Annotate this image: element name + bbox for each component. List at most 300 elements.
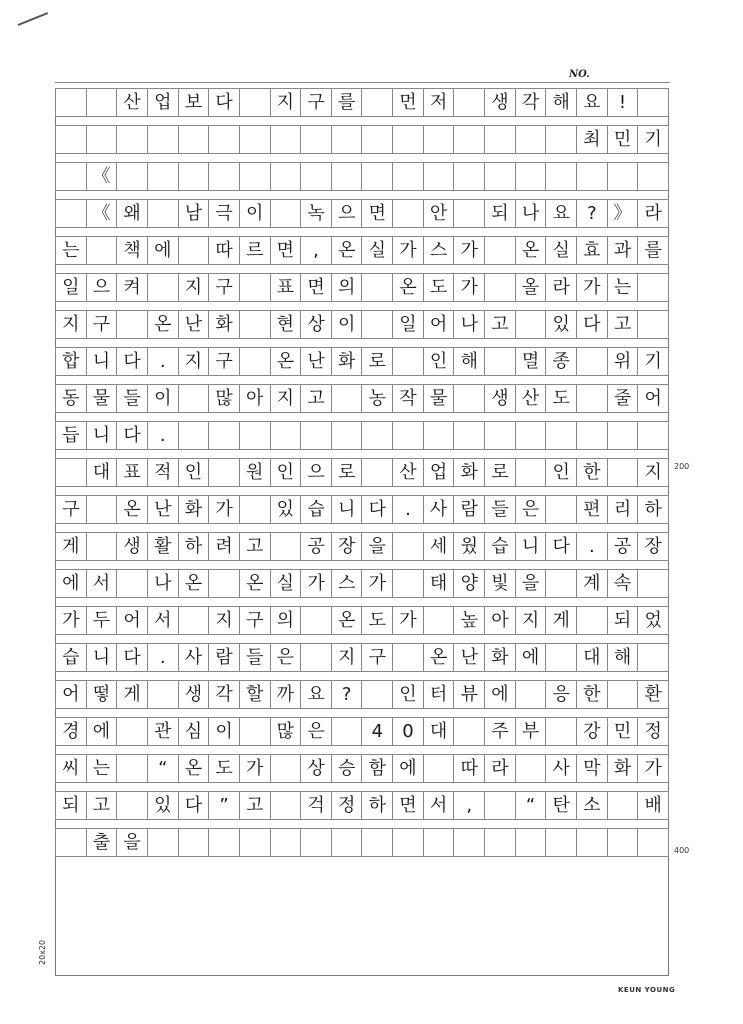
grid-row — [55, 717, 669, 746]
grid-cell — [608, 829, 639, 856]
grid-cell — [362, 311, 393, 338]
grid-cell: 작 — [393, 385, 424, 412]
grid-cell — [179, 422, 210, 449]
grid-cell: 온 — [271, 348, 302, 375]
grid-cell: 상 — [301, 755, 332, 782]
page-number-label: NO. — [569, 69, 590, 80]
grid-cell — [516, 163, 547, 190]
grid-cell: 려 — [209, 533, 240, 560]
grid-cell — [362, 422, 393, 449]
grid-cell: 에 — [485, 681, 516, 708]
grid-cell — [638, 570, 669, 597]
grid-cell: 실 — [362, 237, 393, 264]
grid-cell — [546, 496, 577, 523]
grid-cell: 난 — [179, 311, 210, 338]
grid-cell: 대 — [87, 459, 118, 486]
grid-row — [55, 606, 669, 635]
grid-cell — [362, 829, 393, 856]
grid-cell: 왜 — [117, 200, 148, 227]
grid-cell: 생 — [117, 533, 148, 560]
grid-cell: 지 — [332, 644, 363, 671]
grid-cell: 해 — [454, 348, 485, 375]
grid-cell: 고 — [485, 311, 516, 338]
grid-cell: “ — [516, 792, 547, 819]
grid-cell: , — [454, 792, 485, 819]
grid-cell: 저 — [424, 89, 455, 116]
grid-cell: 4 — [362, 718, 393, 745]
grid-cell: 생 — [179, 681, 210, 708]
grid-cell: 하 — [638, 496, 669, 523]
grid-cell — [209, 126, 240, 153]
grid-cell — [362, 459, 393, 486]
grid-size-label: 20x20 — [38, 939, 47, 965]
grid-cell — [393, 126, 424, 153]
grid-cell: 인 — [271, 459, 302, 486]
grid-cell: 사 — [179, 644, 210, 671]
grid-cell: 아 — [240, 385, 271, 412]
grid-cell: 되 — [56, 792, 87, 819]
grid-cell — [546, 126, 577, 153]
grid-cell: ? — [332, 681, 363, 708]
grid-cell — [240, 163, 271, 190]
grid-cell: 을 — [117, 829, 148, 856]
grid-cell: 까 — [271, 681, 302, 708]
grid-cell — [393, 644, 424, 671]
grid-cell — [240, 718, 271, 745]
grid-cell: 따 — [209, 237, 240, 264]
grid-cell: , — [301, 237, 332, 264]
grid-cell — [117, 570, 148, 597]
grid-cell — [485, 237, 516, 264]
grid-cell: . — [393, 496, 424, 523]
grid-cell — [332, 163, 363, 190]
grid-cell: 구 — [87, 311, 118, 338]
grid-cell — [424, 607, 455, 634]
grid-row — [55, 236, 669, 265]
grid-cell: 과 — [608, 237, 639, 264]
grid-cell: 보 — [179, 89, 210, 116]
grid-cell: . — [148, 644, 179, 671]
grid-cell: 습 — [485, 533, 516, 560]
grid-cell — [148, 163, 179, 190]
grid-cell: 책 — [117, 237, 148, 264]
grid-cell: 으 — [332, 200, 363, 227]
grid-cell: 실 — [546, 237, 577, 264]
grid-cell — [577, 422, 608, 449]
grid-cell: 장 — [638, 533, 669, 560]
grid-cell — [301, 607, 332, 634]
grid-cell: 니 — [332, 496, 363, 523]
grid-cell — [546, 570, 577, 597]
grid-cell — [301, 126, 332, 153]
grid-cell: 온 — [148, 311, 179, 338]
grid-cell: 에 — [393, 755, 424, 782]
grid-cell: 일 — [393, 311, 424, 338]
grid-cell — [332, 385, 363, 412]
grid-cell: 막 — [577, 755, 608, 782]
grid-row — [55, 532, 669, 561]
grid-row — [55, 384, 669, 413]
grid-cell: 온 — [393, 274, 424, 301]
grid-cell: 기 — [638, 126, 669, 153]
grid-cell: 극 — [209, 200, 240, 227]
grid-cell: 화 — [454, 459, 485, 486]
grid-cell: 온 — [332, 607, 363, 634]
grid-cell — [516, 755, 547, 782]
grid-cell — [240, 126, 271, 153]
grid-cell: 표 — [117, 459, 148, 486]
grid-cell: 인 — [546, 459, 577, 486]
grid-cell: 으 — [87, 274, 118, 301]
grid-cell: 환 — [638, 681, 669, 708]
grid-cell — [638, 644, 669, 671]
grid-cell — [485, 163, 516, 190]
grid-cell: “ — [148, 755, 179, 782]
grid-cell — [362, 163, 393, 190]
grid-cell: 다 — [117, 644, 148, 671]
grid-cell: 주 — [485, 718, 516, 745]
grid-cell: 온 — [179, 570, 210, 597]
grid-cell: 어 — [117, 607, 148, 634]
grid-cell: 기 — [638, 348, 669, 375]
grid-cell: 각 — [516, 89, 547, 116]
pen-stroke-mark — [18, 12, 48, 26]
grid-cell — [638, 311, 669, 338]
grid-cell: 되 — [608, 607, 639, 634]
grid-cell: 심 — [179, 718, 210, 745]
grid-cell — [424, 163, 455, 190]
grid-cell — [485, 274, 516, 301]
grid-cell: 산 — [393, 459, 424, 486]
grid-cell: 멸 — [516, 348, 547, 375]
grid-cell — [117, 163, 148, 190]
grid-cell: 이 — [332, 311, 363, 338]
grid-cell: 서 — [148, 607, 179, 634]
grid-cell: 들 — [117, 385, 148, 412]
grid-cell: 으 — [301, 459, 332, 486]
grid-cell: 함 — [362, 755, 393, 782]
grid-cell — [301, 163, 332, 190]
grid-cell: 양 — [454, 570, 485, 597]
grid-cell — [516, 126, 547, 153]
grid-cell — [577, 607, 608, 634]
grid-cell — [638, 89, 669, 116]
grid-cell: 남 — [179, 200, 210, 227]
grid-cell: 가 — [362, 570, 393, 597]
grid-cell: 는 — [608, 274, 639, 301]
grid-cell: 가 — [240, 755, 271, 782]
grid-cell — [577, 829, 608, 856]
grid-cell — [485, 792, 516, 819]
grid-cell: 정 — [332, 792, 363, 819]
grid-cell: 대 — [424, 718, 455, 745]
grid-cell: 들 — [485, 496, 516, 523]
grid-cell: 온 — [240, 570, 271, 597]
grid-cell — [301, 829, 332, 856]
grid-cell: 가 — [454, 237, 485, 264]
grid-cell: 하 — [362, 792, 393, 819]
grid-cell: 은 — [301, 718, 332, 745]
grid-cell: 상 — [301, 311, 332, 338]
grid-cell: 해 — [546, 89, 577, 116]
grid-cell — [577, 163, 608, 190]
grid-cell — [393, 163, 424, 190]
grid-cell — [209, 459, 240, 486]
grid-cell: 응 — [546, 681, 577, 708]
grid-cell — [332, 829, 363, 856]
grid-cell: 는 — [56, 237, 87, 264]
grid-cell: 니 — [87, 422, 118, 449]
manuscript-grid — [55, 88, 669, 865]
grid-cell: 로 — [332, 459, 363, 486]
grid-row — [55, 199, 669, 228]
grid-cell: 가 — [393, 607, 424, 634]
grid-cell: 가 — [209, 496, 240, 523]
grid-cell: 장 — [332, 533, 363, 560]
grid-cell: 었 — [638, 607, 669, 634]
grid-cell: 지 — [179, 348, 210, 375]
grid-cell — [148, 274, 179, 301]
grid-cell: 강 — [577, 718, 608, 745]
grid-cell — [209, 163, 240, 190]
grid-cell: 고 — [240, 792, 271, 819]
grid-cell — [56, 126, 87, 153]
grid-cell: 구 — [209, 274, 240, 301]
grid-cell: 게 — [56, 533, 87, 560]
grid-cell: 가 — [301, 570, 332, 597]
grid-cell: 지 — [271, 89, 302, 116]
grid-cell — [240, 496, 271, 523]
grid-cell — [424, 422, 455, 449]
grid-cell — [454, 163, 485, 190]
grid-cell: 스 — [332, 570, 363, 597]
grid-cell: 줄 — [608, 385, 639, 412]
grid-cell: 로 — [485, 459, 516, 486]
grid-cell: 대 — [577, 644, 608, 671]
grid-cell: 요 — [577, 89, 608, 116]
grid-cell: 지 — [209, 607, 240, 634]
grid-cell: 람 — [209, 644, 240, 671]
grid-cell: 니 — [87, 348, 118, 375]
grid-cell: 《 — [87, 200, 118, 227]
grid-cell: 걱 — [301, 792, 332, 819]
grid-cell: 는 — [87, 755, 118, 782]
grid-cell: 있 — [271, 496, 302, 523]
grid-cell — [271, 422, 302, 449]
grid-cell: 도 — [209, 755, 240, 782]
grid-row — [55, 828, 669, 857]
grid-cell — [271, 829, 302, 856]
grid-cell — [485, 348, 516, 375]
grid-cell: 면 — [271, 237, 302, 264]
grid-row — [55, 791, 669, 820]
grid-cell: 가 — [56, 607, 87, 634]
grid-row — [55, 273, 669, 302]
grid-cell — [332, 718, 363, 745]
grid-cell — [454, 718, 485, 745]
grid-cell — [546, 422, 577, 449]
grid-cell: 각 — [209, 681, 240, 708]
grid-cell: 민 — [608, 126, 639, 153]
grid-cell — [117, 792, 148, 819]
grid-cell — [362, 89, 393, 116]
grid-cell: 을 — [362, 533, 393, 560]
grid-cell — [516, 422, 547, 449]
grid-cell: 한 — [577, 459, 608, 486]
grid-cell: 효 — [577, 237, 608, 264]
grid-cell — [56, 200, 87, 227]
grid-cell: 일 — [56, 274, 87, 301]
grid-cell: 구 — [56, 496, 87, 523]
grid-cell: ? — [577, 200, 608, 227]
grid-cell: 난 — [148, 496, 179, 523]
grid-cell — [393, 829, 424, 856]
grid-cell — [87, 126, 118, 153]
grid-cell: 켜 — [117, 274, 148, 301]
grid-cell: 업 — [148, 89, 179, 116]
grid-cell: 산 — [117, 89, 148, 116]
grid-cell — [393, 422, 424, 449]
grid-cell: 다 — [362, 496, 393, 523]
grid-cell — [148, 681, 179, 708]
grid-cell — [301, 422, 332, 449]
grid-cell: 온 — [117, 496, 148, 523]
grid-cell — [87, 533, 118, 560]
grid-cell — [271, 163, 302, 190]
grid-cell: 지 — [56, 311, 87, 338]
grid-cell: 라 — [638, 200, 669, 227]
grid-cell: 》 — [608, 200, 639, 227]
grid-cell — [393, 570, 424, 597]
grid-cell — [454, 385, 485, 412]
grid-row — [55, 347, 669, 376]
grid-row — [55, 88, 669, 117]
grid-cell — [362, 681, 393, 708]
grid-cell: 있 — [148, 792, 179, 819]
grid-cell: 해 — [608, 644, 639, 671]
grid-cell: 게 — [546, 607, 577, 634]
grid-cell: 되 — [485, 200, 516, 227]
grid-cell — [271, 533, 302, 560]
grid-cell: 속 — [608, 570, 639, 597]
grid-cell: 다 — [209, 89, 240, 116]
grid-cell — [271, 200, 302, 227]
grid-cell: 안 — [424, 200, 455, 227]
grid-cell — [608, 681, 639, 708]
grid-cell: 공 — [301, 533, 332, 560]
grid-row — [55, 643, 669, 672]
grid-cell: 다 — [546, 533, 577, 560]
grid-cell — [240, 422, 271, 449]
grid-cell — [179, 126, 210, 153]
grid-cell: 많 — [209, 385, 240, 412]
grid-cell: 많 — [271, 718, 302, 745]
grid-cell — [608, 163, 639, 190]
grid-cell: 한 — [577, 681, 608, 708]
grid-cell: 라 — [485, 755, 516, 782]
grid-cell: 할 — [240, 681, 271, 708]
grid-cell — [424, 755, 455, 782]
grid-cell — [546, 718, 577, 745]
grid-cell: 어 — [424, 311, 455, 338]
grid-cell: 부 — [516, 718, 547, 745]
grid-cell: 현 — [271, 311, 302, 338]
grid-cell: 가 — [638, 755, 669, 782]
grid-cell: 표 — [271, 274, 302, 301]
grid-cell: 에 — [516, 644, 547, 671]
grid-cell — [454, 829, 485, 856]
grid-cell: 이 — [209, 718, 240, 745]
grid-cell: 를 — [332, 89, 363, 116]
grid-cell: 어 — [638, 385, 669, 412]
grid-cell — [332, 126, 363, 153]
grid-cell — [301, 644, 332, 671]
grid-cell — [87, 496, 118, 523]
grid-cell: 람 — [454, 496, 485, 523]
grid-cell: 로 — [362, 348, 393, 375]
grid-cell: 면 — [393, 792, 424, 819]
character-count-400: 400 — [674, 846, 690, 855]
grid-cell: 하 — [179, 533, 210, 560]
grid-cell: 니 — [516, 533, 547, 560]
grid-row — [55, 569, 669, 598]
grid-cell: 면 — [362, 200, 393, 227]
grid-cell — [179, 237, 210, 264]
grid-cell — [179, 163, 210, 190]
grid-cell — [56, 829, 87, 856]
grid-cell — [56, 163, 87, 190]
grid-cell: 가 — [393, 237, 424, 264]
grid-cell: 올 — [516, 274, 547, 301]
grid-cell — [240, 348, 271, 375]
grid-cell: 실 — [271, 570, 302, 597]
grid-cell: 지 — [516, 607, 547, 634]
grid-cell: 따 — [454, 755, 485, 782]
grid-cell: 온 — [332, 237, 363, 264]
grid-cell — [577, 385, 608, 412]
grid-cell: 화 — [608, 755, 639, 782]
grid-cell: 지 — [638, 459, 669, 486]
grid-cell: 생 — [485, 385, 516, 412]
grid-row — [55, 125, 669, 154]
grid-cell: 화 — [179, 496, 210, 523]
grid-cell — [516, 311, 547, 338]
grid-cell: 도 — [362, 607, 393, 634]
grid-cell — [485, 422, 516, 449]
grid-cell — [117, 755, 148, 782]
grid-cell: 가 — [577, 274, 608, 301]
grid-cell: 탄 — [546, 792, 577, 819]
grid-row — [55, 680, 669, 709]
grid-cell: 에 — [56, 570, 87, 597]
grid-cell: 승 — [332, 755, 363, 782]
grid-cell: 서 — [87, 570, 118, 597]
grid-cell: 원 — [240, 459, 271, 486]
grid-cell: 농 — [362, 385, 393, 412]
grid-cell — [638, 422, 669, 449]
grid-cell — [209, 829, 240, 856]
grid-cell — [516, 829, 547, 856]
grid-cell: 다 — [577, 311, 608, 338]
grid-cell: 지 — [179, 274, 210, 301]
grid-cell — [516, 459, 547, 486]
grid-cell: 정 — [638, 718, 669, 745]
grid-cell: 요 — [546, 200, 577, 227]
grid-cell: 사 — [424, 496, 455, 523]
grid-cell — [454, 126, 485, 153]
grid-cell: 관 — [148, 718, 179, 745]
grid-cell: 구 — [209, 348, 240, 375]
